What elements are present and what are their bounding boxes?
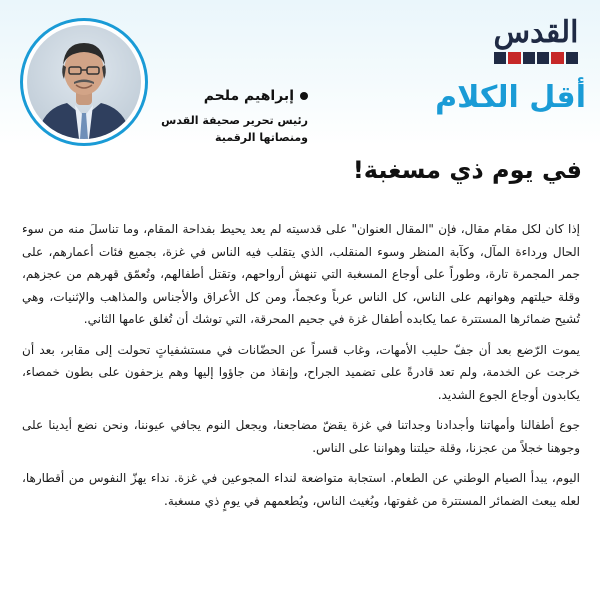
author-role: رئيس تحرير صحيفة القدس ومنصاتها الرقمية	[161, 114, 308, 144]
author-block	[158, 88, 308, 146]
author-photo	[27, 25, 141, 139]
section-title: أقل الكلام	[435, 80, 586, 115]
newspaper-logo	[486, 10, 586, 72]
article-paragraph: يموت الرّضع بعد أن جفّ حليب الأمهات، وغاب قسراً عن الحضّانات في مستشفياتٍ تحولت إلى مقابر، بعد أن خرجت عن الخدمة، ولم تعد قادرةً على تضميد الجراح، وإنقاذ من جاؤوا إليها وهم يزحفون على بطون خمصاء، يكابدون أوجاع الجوع الشديد.	[22, 342, 580, 402]
article-paragraph: إذا كان لكل مقام مقال، فإن "المقال العنوان" على قدسيته لم يعد يحيط بفداحة المقام، وما تناسلَ منه من سوء الحال ورداءة المآل، وكآبة المنظر وسوء المنقلب، الذي يتقلب فيه الناس في غزة، بجميع فئات أعمارهم، على جمر المجمرة تارة، وطوراً على أوجاع المسغبة التي تنهش أرواحهم، وتقتل أطفالهم، وتُعمّق قهرهم من عجزهم، وقلة حيلتهم وهوانهم على الناس، كل الناس عرباً وعجماً، ومن كل الأعراق والأجناس والمذاهب والإثنيات، وهي تُشيح ضمائرها المستترة عما يكابده أطفال غزة في جحيم المحرقة، التي توشك أن تُغلق عامها الثاني.	[22, 222, 580, 326]
bullet-icon	[300, 92, 308, 100]
article-paragraph: جوع أطفالنا وأمهاتنا وأجدادنا وجداتنا في غزة يقضّ مضاجعنا، ويجعل النوم يجافي عيوننا، ونحن نضع أيدينا على وجوهنا خجلاً من عجزنا، وقلة حيلتنا وهواننا على الناس.	[22, 418, 580, 455]
author-name-row	[158, 88, 308, 104]
article-body	[22, 218, 580, 520]
logo-bar	[494, 52, 578, 64]
author-photo-frame	[20, 18, 148, 146]
article-paragraph: اليوم، يبدأ الصيام الوطني عن الطعام. استجابة متواضعة لنداء المجوعين في غزة. نداء يهزّ النفوس من أقطارها، لعله يبعث الضمائر المستترة من غفوتها، ويُغيث الناس، ويُطعمهم في يومٍ ذي مسغبة.	[22, 471, 580, 508]
logo-text: القدس	[493, 15, 579, 50]
author-name: إبراهيم ملحم	[203, 88, 294, 104]
article-headline: في يوم ذي مسغبة!	[352, 156, 582, 184]
